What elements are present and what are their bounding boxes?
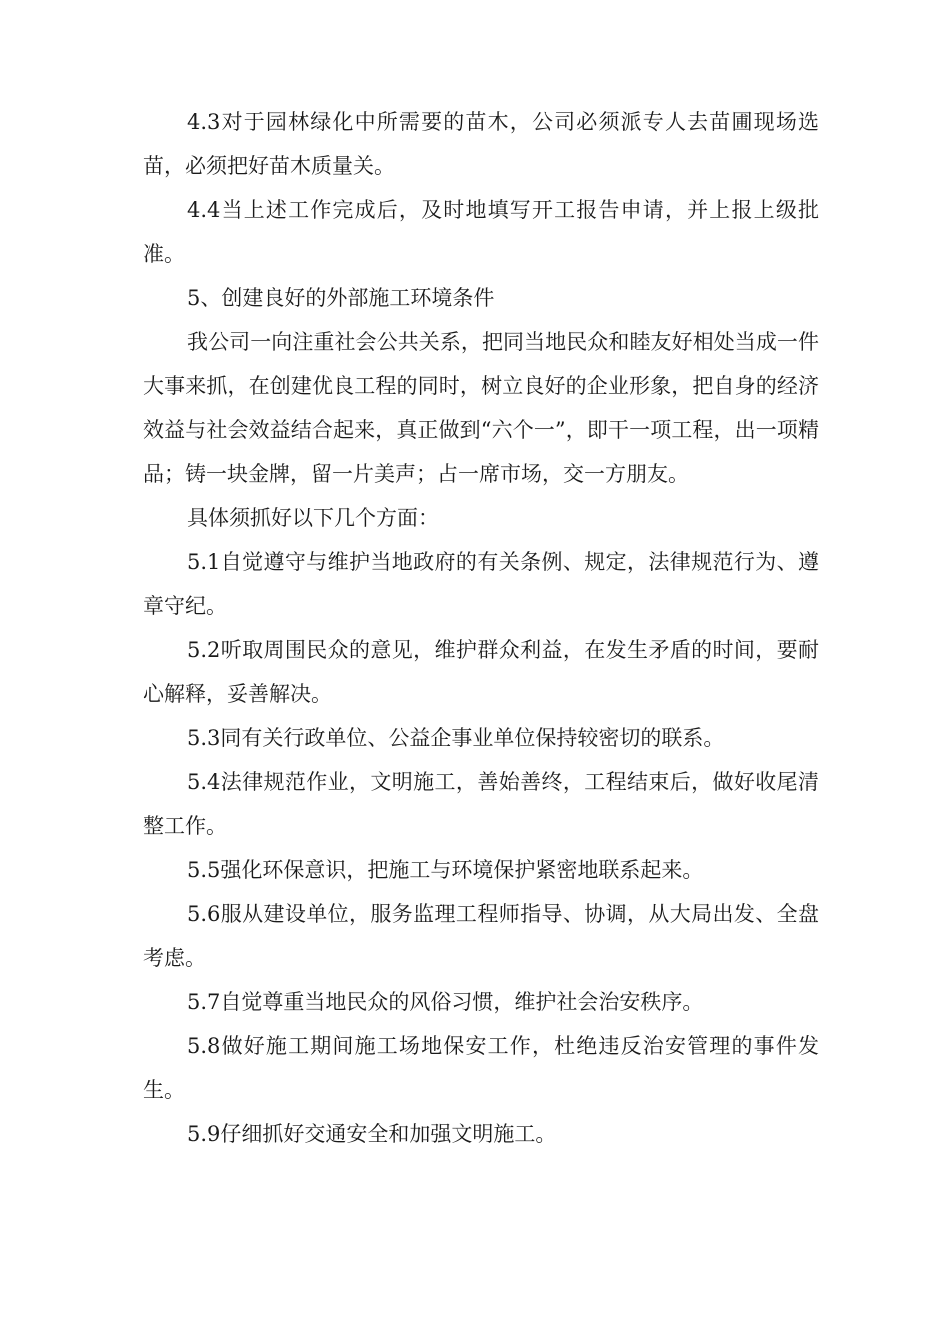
paragraph-5-3: 5.3同有关行政单位、公益企事业单位保持较密切的联系。 (187, 726, 725, 750)
paragraph-5-8: 5.8做好施工期间施工场地保安工作，杜绝违反治安管理的事件发生。 (143, 1034, 819, 1102)
paragraph-5-7: 5.7自觉尊重当地民众的风俗习惯，维护社会治安秩序。 (187, 990, 704, 1014)
document-page (143, 100, 819, 1156)
paragraph-5-5: 5.5强化环保意识，把施工与环境保护紧密地联系起来。 (187, 858, 704, 882)
paragraph-5-6: 5.6服从建设单位，服务监理工程师指导、协调，从大局出发、全盘考虑。 (143, 902, 819, 970)
paragraph-5-2: 5.2听取周围民众的意见，维护群众利益，在发生矛盾的时间，要耐心解释，妥善解决。 (143, 638, 819, 706)
paragraph-5-9: 5.9仔细抓好交通安全和加强文明施工。 (187, 1122, 557, 1146)
paragraph-5-1: 5.1自觉遵守与维护当地政府的有关条例、规定，法律规范行为、遵章守纪。 (143, 550, 819, 618)
paragraph-4-3: 4.3对于园林绿化中所需要的苗木，公司必须派专人去苗圃现场选苗，必须把好苗木质量关。 (143, 110, 819, 178)
paragraph-4-4: 4.4当上述工作完成后，及时地填写开工报告申请，并上报上级批准。 (143, 198, 819, 266)
section-heading-5: 5、创建良好的外部施工环境条件 (187, 286, 495, 310)
paragraph-5-4: 5.4法律规范作业，文明施工，善始善终，工程结束后，做好收尾清整工作。 (143, 770, 819, 838)
paragraph-aspects-lead: 具体须抓好以下几个方面： (187, 506, 439, 530)
paragraph-intro: 我公司一向注重社会公共关系，把同当地民众和睦友好相处当成一件大事来抓，在创建优良工程的同时，树立良好的企业形象，把自身的经济效益与社会效益结合起来，真正做到“六个一”，即干一项工程，出一项精品；铸一块金牌，留一片美声；占一席市场，交一方朋友。 (143, 330, 819, 486)
